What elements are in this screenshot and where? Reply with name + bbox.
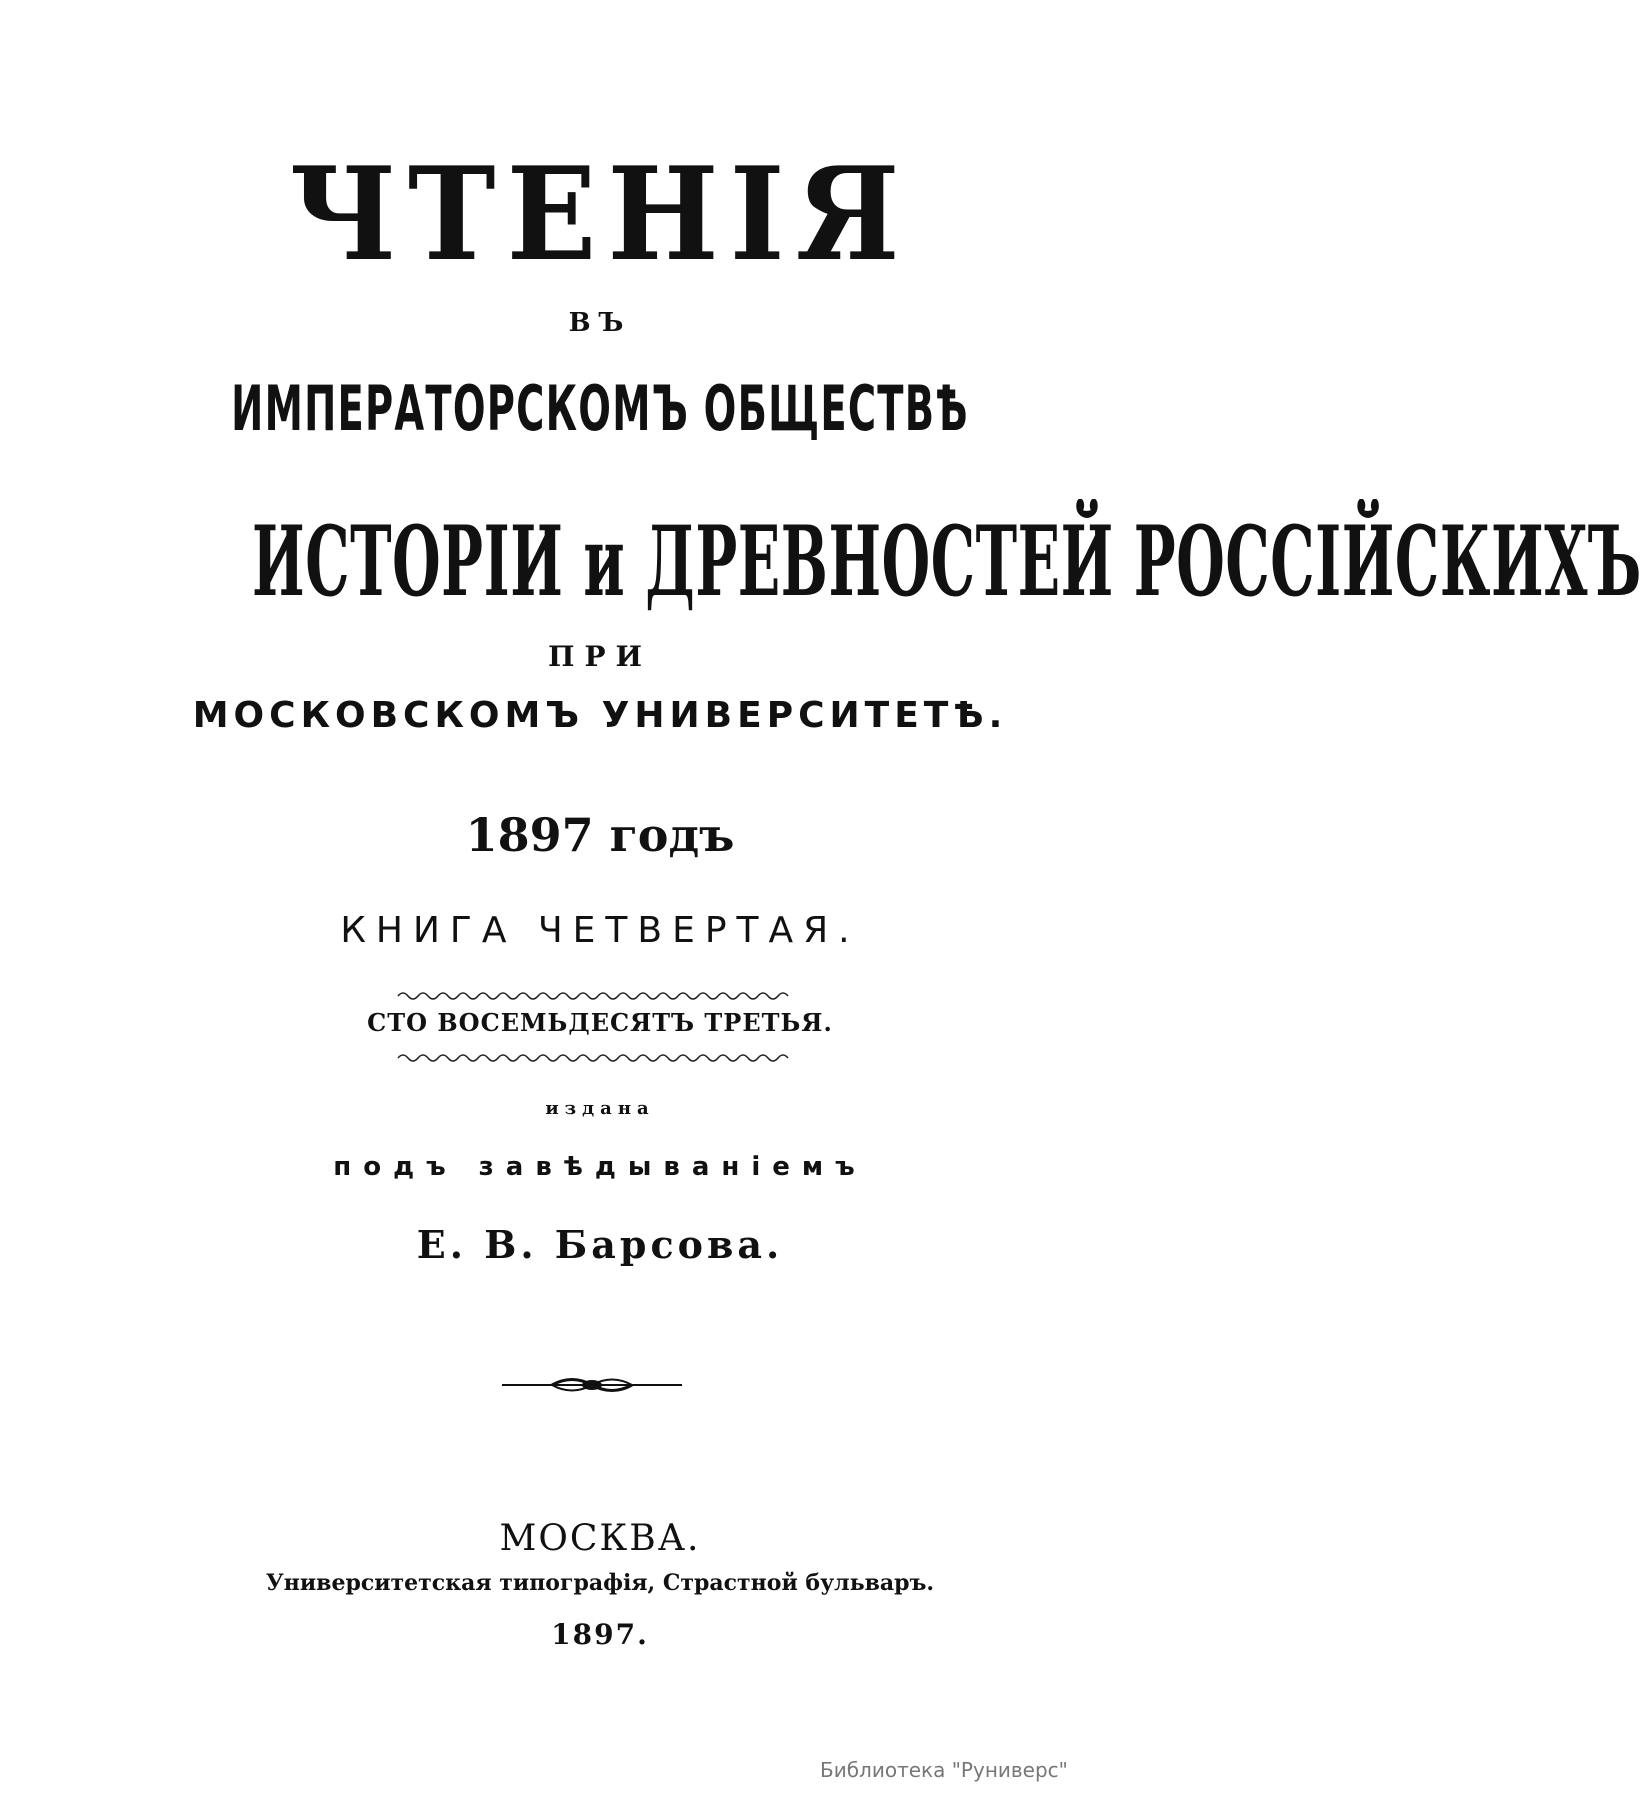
at-word: ПРИ: [548, 640, 652, 673]
book-line: КНИГА ЧЕТВЕРТАЯ.: [340, 910, 860, 951]
printer-line: Университетская типографія, Страстной бульваръ.: [265, 1570, 935, 1596]
city-name: МОСКВА.: [499, 1518, 701, 1559]
wavy-rule-top: [398, 990, 788, 1002]
direction-label: подъ завѣдываніемъ: [333, 1152, 867, 1182]
wavy-rule-bottom: [398, 1052, 788, 1064]
issue-number-line: СТО ВОСЕМЬДЕСЯТЪ ТРЕТЬЯ.: [367, 1008, 833, 1037]
page-title: ЧТЕНІЯ: [289, 140, 911, 290]
preposition: ВЪ: [568, 308, 632, 338]
editor-name: Е. В. Барсова.: [416, 1222, 784, 1267]
ornament-divider: [502, 1372, 682, 1398]
society-line: ИМПЕРАТОРСКОМЪ ОБЩЕСТВѢ: [231, 372, 969, 445]
print-year: 1897.: [551, 1618, 649, 1651]
history-line: ИСТОРІИ и ДРЕВНОСТЕЙ РОССІЙСКИХЪ: [252, 505, 1642, 618]
library-credit: Библиотека "Руниверс": [820, 1758, 1068, 1782]
year-line: 1897 годъ: [465, 808, 735, 862]
published-label: издана: [545, 1098, 655, 1119]
university-line: МОСКОВСКОМЪ УНИВЕРСИТЕТѢ.: [192, 695, 1008, 736]
